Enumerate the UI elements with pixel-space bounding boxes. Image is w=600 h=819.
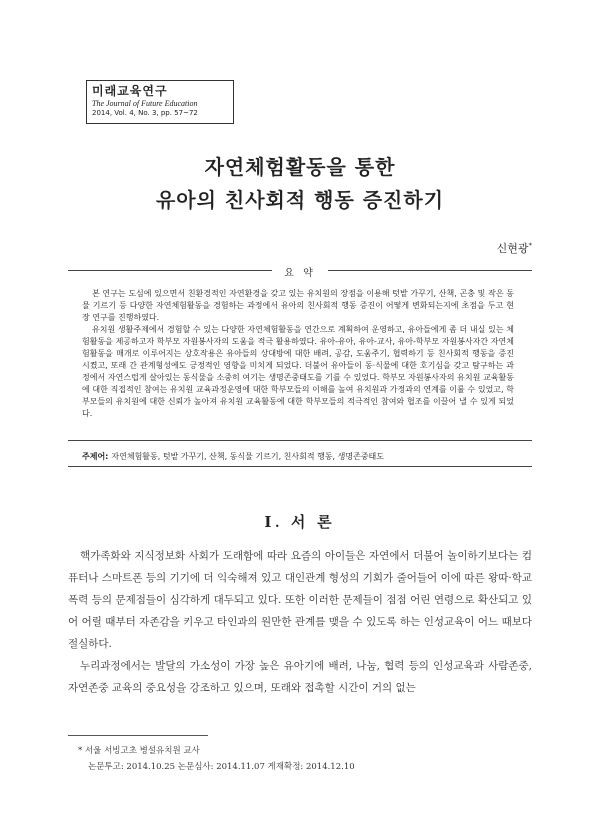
paper-title-line-1: 자연체험활동을 통한 [204, 155, 396, 179]
keywords-list: 자연체험활동, 텃밭 가꾸기, 산책, 동식물 기르기, 친사회적 행동, 생명존중태도 [111, 452, 385, 461]
body-paragraph-2: 누리과정에서는 발달의 가소성이 가장 높은 유아기에 배려, 나눔, 협력 등의 인성교육과 사람존중, 자연존중 교육의 중요성을 강조하고 있으며, 또래와 접촉할 시간이 거의 없는 [68, 660, 532, 694]
footnote-dates: 논문투고: 2014.10.25 논문심사: 2014.11.07 게재확정: 2014.12.10 [88, 762, 355, 772]
paper-title-line-2: 유아의 친사회적 행동 증진하기 [155, 188, 445, 212]
journal-info-box [86, 80, 234, 124]
abstract-label: 요 약 [0, 264, 600, 279]
author-name: 신현광 [496, 242, 529, 255]
author [497, 240, 532, 256]
abstract-bottom-rule [68, 440, 532, 441]
footnote-rule [68, 735, 208, 736]
footnote-affiliation: * 서울 서빙고초 병설유치원 교사 [78, 746, 200, 756]
keywords-label: 주제어: [82, 452, 109, 461]
abstract-paragraph-2: 유치원 생활주제에서 경험할 수 있는 다양한 자연체험활동을 연간으로 계획하여 운영하고, 유아들에게 좀 더 내실 있는 체험활동을 제공하고자 학부모 자원봉사자의 도움을 적극 활용하였다. 유아-유아, 유아-교사, 유아-학부모 자원봉사자간 자연체험활동을 매개로 이루어지는 상호작용은 유아들의 상대방에 대한 배려, 공감, 도움주기, 협력하기 등 친사회적 행동을 증진 시켰고, 또래 간 관계형성에도 긍정적인 영향을 미치게 되었다. 더불어 유아들이 동·식물에 대한 호기심을 갖고 탐구하는 과정에서 자연스럽게 살아있는 동식물을 소중히 여기는 생명존중태도를 기를 수 있었다. 학부모 자원봉사자의 유치원 교육활동에 대한 직접적인 참여는 유치원 교육과정운영에 대한 학부모들의 이해를 높여 유치원과 가정과의 연계를 이룰 수 있었고, 학부모들의 유치원에 대한 신뢰가 높아져 유치원 교육활동에 대한 학부모들의 적극적인 참여와 협조를 이끌어 낼 수 있게 되었다. [82, 325, 514, 418]
author-footnote-mark: * [528, 241, 532, 250]
keywords [82, 451, 514, 462]
journal-name: 미래교육연구 [92, 84, 168, 98]
keywords-bottom-rule [68, 466, 532, 467]
journal-volume-info: 2014, Vol. 4, No. 3, pp. 57~72 [92, 109, 198, 117]
abstract-paragraph-1: 본 연구는 도심에 있으면서 친환경적인 자연환경을 갖고 있는 유치원의 장점을 이용해 텃밭 가꾸기, 산책, 곤충 및 작은 동물 기르기 등 다양한 자연체험활동을 경험하는 과정에서 유아의 친사회적 행동 증진이 어떻게 변화되는지에 초점을 두고 현장 연구를 진행하였다. [82, 289, 514, 322]
journal-english-name: The Journal of Future Education [92, 99, 198, 108]
body-paragraph-1: 핵가족화와 지식정보화 사회가 도래함에 따라 요즘의 아이들은 자연에서 더불어 놀이하기보다는 컴퓨터나 스마트폰 등의 기기에 더 익숙해져 있고 대인관계 형성의 기회가 줄어들어 이에 따른 왕따·학교 폭력 등의 문제점들이 심각하게 대두되고 있다. 또한 이러한 문제들이 점점 어린 연령으로 확산되고 있어 어릴 때부터 자존감을 키우고 타인과의 원만한 관계를 맺을 수 있도록 하는 인성교육이 어느 때보다 절실하다. [68, 550, 532, 650]
section-heading: Ⅰ. 서 론 [264, 515, 336, 531]
